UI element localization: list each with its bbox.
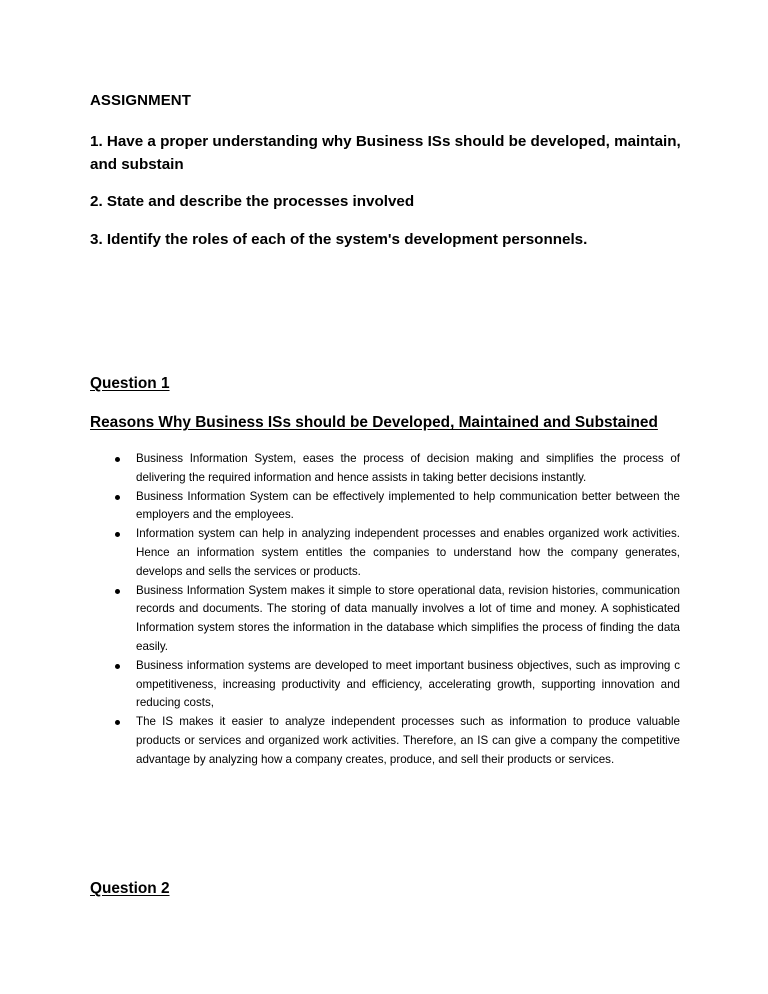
- bullet-item: [90, 488, 680, 526]
- bullet-item: [90, 713, 680, 769]
- task-item-1: 1. Have a proper understanding why Business ISs should be developed, maintain, and substain: [90, 133, 681, 173]
- bullet-text: Business Information System can be effectively implemented to help communication better between the employers and the employees.: [136, 489, 680, 522]
- question-1-subheading: Reasons Why Business ISs should be Developed, Maintained and Substained: [90, 414, 658, 431]
- bullet-item: [90, 582, 680, 657]
- bullet-item: [90, 450, 680, 488]
- bullet-text: Business information systems are developed to meet important business objectives, such as improving c ompetitiveness, increasing productivity and efficiency, accelerating growth, supporting innovation and reducing costs,: [136, 658, 680, 710]
- bullet-text: Business Information System, eases the process of decision making and simplifies the process of delivering the required information and hence assists in taking better decisions instantly.: [136, 452, 680, 484]
- bullet-item: [90, 657, 680, 713]
- bullet-icon: [115, 457, 120, 462]
- reasons-bullet-list: [90, 450, 680, 770]
- bullet-icon: [115, 532, 120, 537]
- bullet-text: Information system can help in analyzing independent processes and enables organized work activities. Hence an information system entitles the companies to understand how the company generates, develops and sells the services or products.: [136, 527, 680, 578]
- bullet-icon: [115, 589, 120, 594]
- bullet-icon: [115, 495, 120, 500]
- bullet-text: Business Information System makes it simple to store operational data, revision histories, communication records and documents. The storing of data manually involves a lot of time and money. A sophisticated Information system stores the information in the database which simplifies the process of finding the data easily.: [136, 583, 680, 653]
- task-item-3: 3. Identify the roles of each of the system's development personnels.: [90, 231, 588, 248]
- bullet-text: The IS makes it easier to analyze independent processes such as information to produce valuable products or services and organized work activities. Therefore, an IS can give a company the competitive advantage by analyzing how a company creates, produce, and sell their products or services.: [136, 715, 680, 766]
- bullet-icon: [115, 664, 120, 669]
- assignment-title: ASSIGNMENT: [90, 92, 192, 109]
- bullet-item: [90, 525, 680, 581]
- question-2-heading: Question 2: [90, 880, 170, 897]
- task-item-2: 2. State and describe the processes involved: [90, 193, 415, 210]
- bullet-icon: [115, 720, 120, 725]
- question-1-heading: Question 1: [90, 375, 170, 392]
